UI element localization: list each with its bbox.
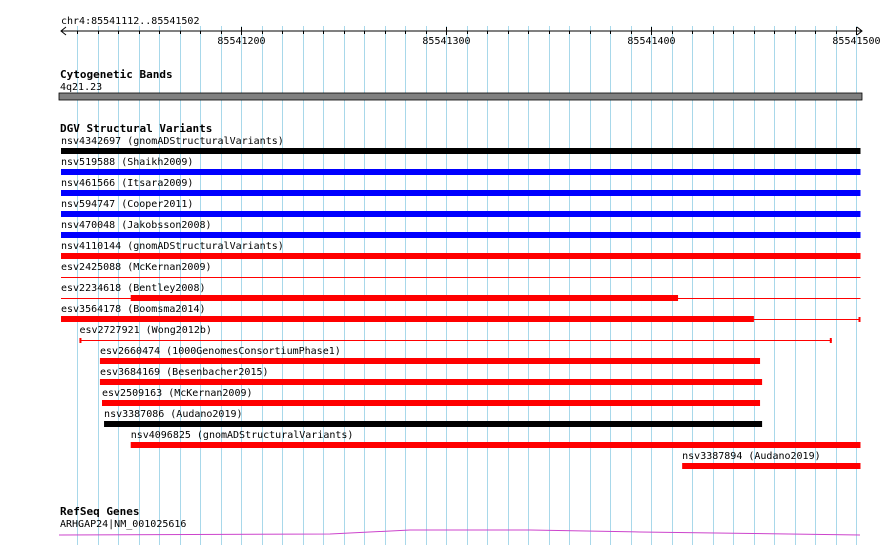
variant-bar[interactable] — [61, 253, 861, 259]
variant-bar[interactable] — [61, 169, 861, 175]
variant-bar[interactable] — [61, 190, 861, 196]
dgv-track — [60, 122, 861, 469]
variant-label: nsv3387894 (Audano2019) — [682, 451, 821, 462]
variant-bar[interactable] — [61, 232, 861, 238]
variant-bar[interactable] — [61, 211, 861, 217]
cytoband-track — [59, 68, 862, 100]
variant-feature[interactable] — [61, 304, 861, 322]
cytoband-track-title: Cytogenetic Bands — [60, 68, 173, 81]
variant-feature[interactable] — [682, 451, 860, 469]
refseq-track — [59, 505, 860, 535]
coordinate-ruler[interactable] — [61, 27, 881, 47]
variant-feature[interactable] — [131, 430, 861, 448]
variant-feature[interactable] — [61, 283, 861, 301]
variant-feature[interactable] — [100, 367, 762, 385]
variant-bar[interactable] — [682, 463, 860, 469]
tick-label: 85541300 — [422, 36, 471, 47]
variant-feature[interactable] — [104, 409, 762, 427]
variant-feature[interactable] — [61, 199, 861, 217]
variant-label: esv2727921 (Wong2012b) — [79, 325, 212, 336]
variant-feature[interactable] — [102, 388, 760, 406]
locus-label: chr4:85541112..85541502 — [61, 16, 200, 27]
variant-bar[interactable] — [61, 316, 754, 322]
variant-label: nsv461566 (Itsara2009) — [61, 178, 194, 189]
cytoband-bar[interactable] — [59, 93, 862, 100]
variant-label: nsv519588 (Shaikh2009) — [61, 157, 194, 168]
variant-bar[interactable] — [131, 295, 678, 301]
variant-feature[interactable] — [61, 241, 861, 259]
variant-label: esv2509163 (McKernan2009) — [102, 388, 253, 399]
dgv-track-title: DGV Structural Variants — [60, 122, 213, 135]
variant-feature[interactable] — [61, 178, 861, 196]
tick-label: 85541400 — [627, 36, 676, 47]
variant-feature[interactable] — [100, 346, 760, 364]
gene-label: ARHGAP24|NM_001025616 — [60, 519, 187, 530]
variant-feature[interactable] — [61, 220, 861, 238]
variant-bar[interactable] — [61, 148, 861, 154]
variant-bar[interactable] — [102, 400, 760, 406]
variant-feature[interactable] — [61, 157, 861, 175]
variant-label: esv3564178 (Boomsma2014) — [61, 304, 206, 315]
variant-label: nsv4342697 (gnomADStructuralVariants) — [61, 136, 284, 147]
variant-label: nsv4110144 (gnomADStructuralVariants) — [61, 241, 284, 252]
variant-bar[interactable] — [131, 442, 861, 448]
variant-bar[interactable] — [100, 358, 760, 364]
variant-label: nsv470048 (Jakobsson2008) — [61, 220, 212, 231]
gene-intron-line[interactable] — [59, 530, 860, 535]
variant-bar[interactable] — [104, 421, 762, 427]
cytoband-label: 4q21.23 — [60, 82, 103, 93]
variant-label: esv2425088 (McKernan2009) — [61, 262, 212, 273]
tick-label: 85541500 — [832, 36, 881, 47]
tick-label: 85541200 — [217, 36, 266, 47]
variant-feature[interactable] — [79, 325, 831, 343]
variant-label: nsv4096825 (gnomADStructuralVariants) — [130, 430, 354, 441]
refseq-track-title: RefSeq Genes — [60, 505, 140, 518]
variant-label: esv3684169 (Besenbacher2015) — [99, 367, 269, 378]
variant-label: esv2234618 (Bentley2008) — [61, 283, 206, 294]
variant-label: nsv594747 (Cooper2011) — [61, 199, 194, 210]
variant-bar[interactable] — [100, 379, 762, 385]
variant-feature[interactable] — [61, 136, 861, 154]
variant-label: esv2660474 (1000GenomesConsortiumPhase1) — [99, 346, 341, 357]
variant-label: nsv3387086 (Audano2019) — [104, 409, 243, 420]
